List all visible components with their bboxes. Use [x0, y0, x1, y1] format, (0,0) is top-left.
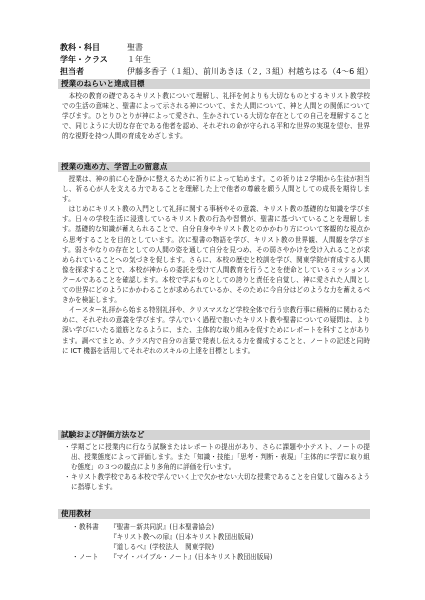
materials-list	[72, 522, 370, 562]
material-title: 『マイ・バイブル・ノート』(日本キリスト教団出版局)	[110, 553, 273, 562]
list-item	[72, 522, 370, 532]
teacher-row	[60, 66, 373, 78]
grade-row	[60, 54, 373, 66]
material-title: 『聖書－新共同訳』(日本聖書協会)	[110, 523, 215, 531]
method-paragraph: 授業は、神の前に心を静かに整えるために祈りによって始めます。この祈りは２学期から生徒が担当し、祈る心が人を支える力であることを理解した上で他者の尊厳を願う人間としての成長を期待します。	[62, 175, 370, 204]
bullet-icon: ・	[72, 553, 79, 562]
list-item	[72, 552, 370, 562]
list-item	[72, 532, 370, 542]
material-title: 『キリスト教への扉』(日本キリスト教団出版局)	[110, 533, 254, 542]
section-header-materials: 使用教材	[58, 509, 370, 519]
material-label: ノート	[79, 553, 99, 562]
bullet-icon: ・	[64, 473, 71, 482]
aims-paragraph: 本校の教育の礎であるキリスト教について理解し、礼拝を何よりも大切なものとするキリスト教学校での生活の意味と、聖書によって示される神について、また人間について、神と人間との関係について学びます。ひとりひとりが神によって愛され、生かされている大切な存在としての自己を理解することで、同じように大切な存在である他者を認め、それぞれの命が守られる平和な世界の実現を望む、世界的な視野を持つ人間の育成をめざします。	[62, 92, 370, 141]
list-item	[64, 472, 370, 492]
grade-value: １年生	[127, 55, 151, 64]
section-header-aims: 授業のねらいと達成目標	[58, 79, 370, 89]
bullet-icon: ・	[72, 523, 79, 531]
evaluation-list	[64, 442, 370, 492]
material-title: 『道しるべ』(学校法人 関東学院)	[110, 543, 215, 552]
teacher-value: 伊藤多香子（１組）、前川あきほ（２, ３組）村越ちはる（4～6 組）	[127, 67, 373, 76]
material-label: 教科書	[79, 523, 99, 531]
course-info	[60, 42, 373, 78]
material-label	[79, 542, 110, 552]
subject-row	[60, 42, 373, 54]
section-header-method: 授業の進め方、学習上の留意点	[58, 162, 370, 172]
bullet-icon: ・	[64, 443, 71, 451]
evaluation-text: 学期ごとに授業内に行なう試験またはレポートの提出があり、さらに課題や小テスト、ノートの提出、授業態度によって評価します。また「知識・技能」「思考・判断・表現」「主体的に学習に取り組む態度」の３つの観点により多角的に評価を行います。	[71, 443, 370, 472]
method-paragraph: はじめにキリスト教の入門として礼拝に関する事柄やその意義、キリスト教の基礎的な知識を学びます。日々の学校生活に浸透しているキリスト教の行為や習慣が、聖書に基づいていることを理解します。基礎的な知識が蓄えられることで、自分自身やキリスト教とのかかわり方について客観的な視点から思考することを目的としています。次に聖書の物語を学び、キリスト教の世界観、人間観を学びます。弱さやなりの存在としての人間の姿を通して自分を見つめ、その弱さやかけを受け入れることが求められていることへの気づきを促します。さらに、本校の歴史と校訓を学び、関東学院が育成する人間像を探求することで、本校が神からの委託を受けて人間教育を行うことを使命としているミッションスクールであることを確認します。本校で学ぶものとしての誇りと責任を自覚し、神に愛された人間としての世界にどのようにかかわることが求められているか、そのために今自分はどのような力を蓄えるべきかを検証します。	[62, 205, 370, 305]
section-header-evaluation: 試験および評価方法など	[58, 430, 370, 440]
subject-value: 聖書	[127, 43, 143, 52]
method-text	[62, 174, 370, 356]
teacher-label: 担当者	[60, 67, 84, 76]
grade-label: 学年・クラス	[60, 55, 108, 64]
aims-text	[62, 91, 370, 141]
evaluation-text: キリスト教学校である本校で学んでいく上で欠かせない大切な授業であることを自覚して臨みるように指導します。	[71, 473, 370, 492]
subject-label: 教科・科目	[60, 43, 100, 52]
list-item	[64, 442, 370, 472]
material-label	[79, 532, 110, 542]
list-item	[72, 542, 370, 552]
method-paragraph: イースター礼拝から始まる特別礼拝や、クリスマスなど学校全体で行う宗教行事に積極的に関わるために、それぞれの意義を学びます。学んでいく過程で抱いたキリスト教や聖書についての疑問は、より深い学びにいたる道筋となるように、また、主体的な取り組みを促すためにレポートを科すことがあります。調べてまとめ、クラス内で自分の言葉で発表し伝える力を養成することと、ノートの記述と同時に ICT 機器を活用してそれぞれのスキルの上達を目標とします。	[62, 306, 370, 355]
